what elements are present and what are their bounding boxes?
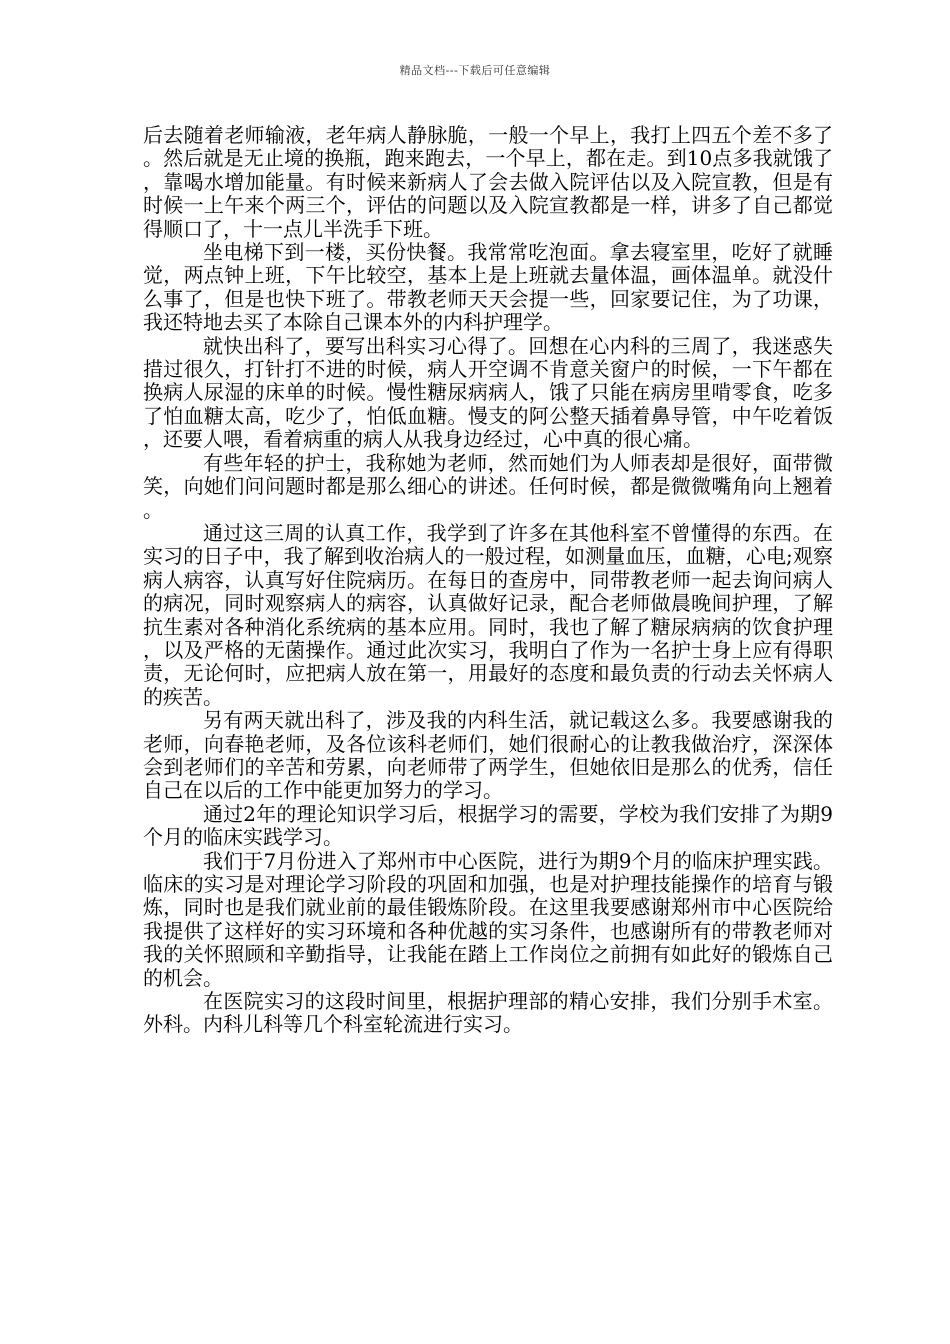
paragraph-8: 我们于7月份进入了郑州市中心医院，进行为期9个月的临床护理实践。临床的实习是对理论学习阶段的巩固和加强，也是对护理技能操作的培育与锻炼，同时也是我们就业前的最佳锻炼阶段。在这里我要感谢郑州市中心医院给我提供了这样好的实习环境和各种优越的实习条件，也感谢所有的带教老师对我的关怀照顾和辛勤指导，让我能在踏上工作岗位之前拥有如此好的锻炼自己的机会。 xyxy=(143,848,833,990)
paragraph-5: 通过这三周的认真工作，我学到了许多在其他科室不曾懂得的东西。在实习的日子中，我了解到收治病人的一般过程，如测量血压，血糖，心电;观察病人病容，认真写好住院病历。在每日的查房中，同带教老师一起去询问病人的病况，同时观察病人的病容，认真做好记录，配合老师做晨晚间护理，了解抗生素对各种消化系统病的基本应用。同时，我也了解了糖尿病病的饮食护理，以及严格的无菌操作。通过此次实习，我明白了作为一名护士身上应有得职责，无论何时，应把病人放在第一，用最好的态度和最负责的行动去关怀病人的疾苦。 xyxy=(143,520,833,709)
paragraph-3: 就快出科了，要写出科实习心得了。回想在心内科的三周了，我迷惑失措过很久，打针打不进的时候，病人开空调不肯意关窗户的时候，一下午都在换病人尿湿的床单的时候。慢性糖尿病病人，饿了只能在病房里啃零食，吃多了怕血糖太高，吃少了，怕低血糖。慢支的阿公整天插着鼻导管，中午吃着饭，还要人喂，看着病重的病人从我身边经过，心中真的很心痛。 xyxy=(143,333,833,452)
paragraph-6: 另有两天就出科了，涉及我的内科生活，就记载这么多。我要感谢我的老师，向春艳老师，及各位该科老师们，她们很耐心的让教我做治疗，深深体会到老师们的辛苦和劳累，向老师带了两学生，但她依旧是那么的优秀，信任自己在以后的工作中能更加努力的学习。 xyxy=(143,708,833,803)
paragraph-7: 通过2年的理论知识学习后，根据学习的需要，学校为我们安排了为期9个月的临床实践学习。 xyxy=(143,801,833,850)
document-body xyxy=(143,124,833,1037)
paragraph-1: 后去随着老师输液，老年病人静脉脆，一般一个早上，我打上四五个差不多了。然后就是无止境的换瓶，跑来跑去，一个早上，都在走。到10点多我就饿了，靠喝水增加能量。有时候来新病人了会去做入院评估以及入院宣教，但是有时候一上午来个两三个，评估的问题以及入院宣教都是一样，讲多了自己都觉得顺口了，十一点儿半洗手下班。 xyxy=(143,123,833,241)
page-header: 精品文档---下载后可任意编辑 xyxy=(399,64,551,77)
paragraph-4: 有些年轻的护士，我称她为老师，然而她们为人师表却是很好，面带微笑，向她们问问题时都是那么细心的讲述。任何时候，都是微微嘴角向上翘着。 xyxy=(143,450,833,522)
paragraph-2: 坐电梯下到一楼，买份快餐。我常常吃泡面。拿去寝室里，吃好了就睡觉，两点钟上班，下午比较空，基本上是上班就去量体温，画体温单。就没什么事了，但是也快下班了。带教老师天天会提一些，回家要记住，为了功课，我还特地去买了本除自己课本外的内科护理学。 xyxy=(143,240,833,335)
paragraph-9: 在医院实习的这段时间里，根据护理部的精心安排，我们分别手术室。外科。内科儿科等几个科室轮流进行实习。 xyxy=(143,989,833,1037)
